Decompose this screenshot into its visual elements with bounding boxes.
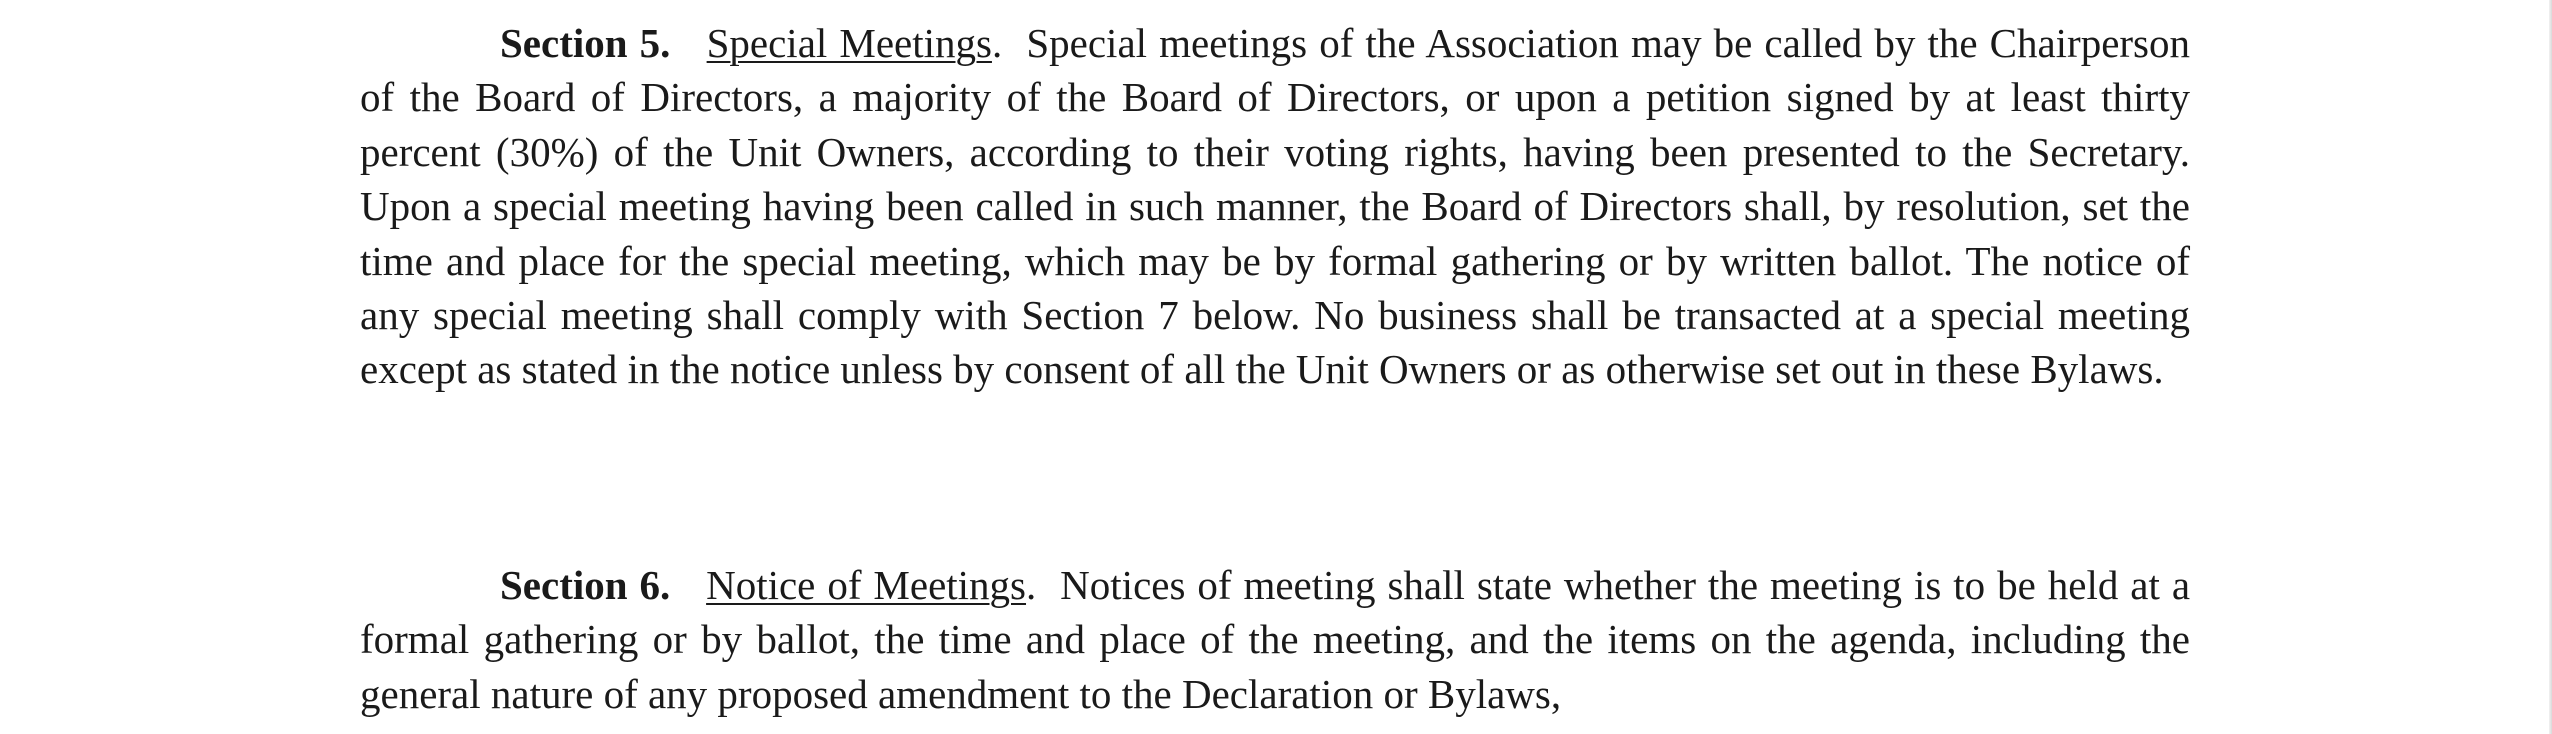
section-5-title: Special Meetings (706, 20, 992, 66)
section-6-paragraph (360, 558, 2190, 721)
section-6-heading: Section 6. (500, 562, 671, 608)
section-6-title: Notice of Meetings (706, 562, 1027, 608)
section-5-paragraph (360, 16, 2190, 397)
section-5-heading: Section 5. (500, 20, 671, 66)
section-5-title-punct: . (991, 20, 1003, 66)
section-6-body: Notices of meeting shall state whether the meeting is to be held at a formal gathering or by ballot, the time and place of the meeting, and the items on the agenda, including the general nature of any proposed amendment to the Declaration or Bylaws, (360, 562, 2191, 717)
section-6-title-punct: . (1026, 562, 1037, 608)
section-5-body: Special meetings of the Association may be called by the Chairperson of the Board of Directors, a majority of the Board of Directors, or upon a petition signed by at least thirty percent (30%) of the Unit Owners, according to their voting rights, having been presented to the Secretary. Upon a special meeting having been called in such manner, the Board of Directors shall, by resolution, set the time and place for the special meeting, which may be by formal gathering or by written ballot. The notice of any special meeting shall comply with Section 7 below. No business shall be transacted at a special meeting except as stated in the notice unless by consent of all the Unit Owners or as otherwise set out in these Bylaws. (360, 20, 2191, 393)
